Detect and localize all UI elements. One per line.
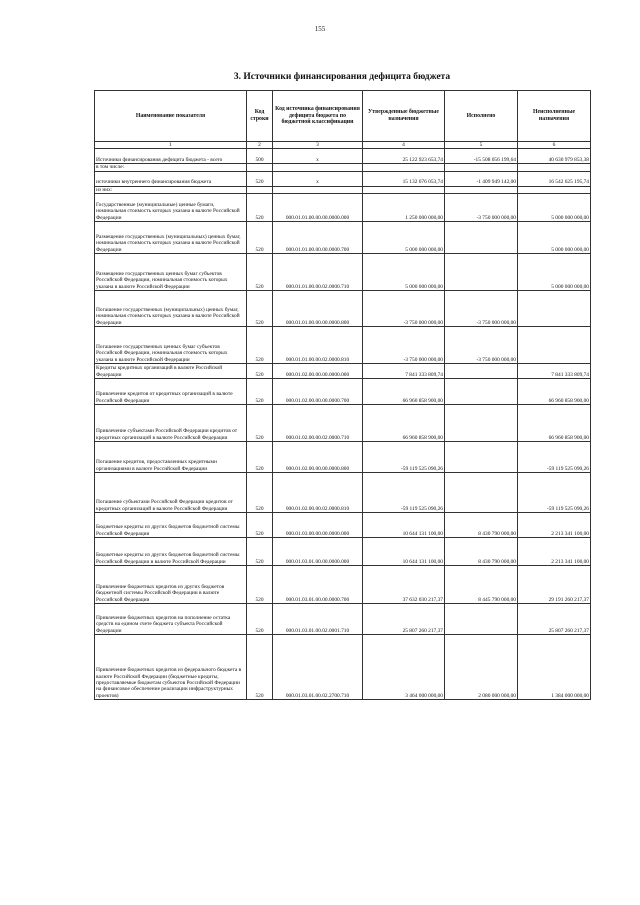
table-row (95, 538, 591, 566)
source-code-cell: 000.01.02.00.00.02.0000.710 (273, 405, 363, 442)
unexecuted-amount-cell: 5 000 000 000,00 (518, 194, 591, 222)
unexecuted-amount-cell: 2 213 341 100,00 (518, 513, 591, 538)
executed-amount-cell: -3 750 000 000,00 (445, 291, 518, 327)
unexecuted-amount-cell: -59 119 525 090,26 (518, 442, 591, 473)
line-code-cell (247, 186, 273, 193)
approved-amount-cell: 25 122 923 653,74 (363, 149, 445, 164)
table-row (95, 194, 591, 222)
table-row (95, 635, 591, 700)
approved-amount-cell: -59 119 525 090,26 (363, 442, 445, 473)
budget-deficit-sources-table (94, 90, 591, 700)
executed-amount-cell (445, 379, 518, 405)
column-number: 3 (273, 142, 363, 149)
line-code-cell: 520 (247, 379, 273, 405)
source-code-cell (273, 186, 363, 193)
indicator-name-cell: Погашение субъектами Российской Федерации кредитов от кредитных организаций в валюте Российской Федерации (95, 473, 247, 513)
line-code-cell: 520 (247, 222, 273, 254)
indicator-name-cell: Погашение кредитов, предоставленных кредитными организациями в валюте Российской Федерации (95, 442, 247, 473)
approved-amount-cell (363, 164, 445, 171)
unexecuted-amount-cell: 2 213 341 100,00 (518, 538, 591, 566)
approved-amount-cell (363, 186, 445, 193)
header-code: Код строки (247, 91, 273, 142)
line-code-cell (247, 164, 273, 171)
line-code-cell: 500 (247, 149, 273, 164)
indicator-name-cell: Погашение государственных (муниципальных) ценных бумаг, номинальная стоимость которых указана в валюте Российской Федерации (95, 291, 247, 327)
unexecuted-amount-cell: 25 807 260 217,37 (518, 604, 591, 635)
source-code-cell: 000.01.02.00.00.02.0000.810 (273, 473, 363, 513)
executed-amount-cell (445, 222, 518, 254)
source-code-cell: x (273, 171, 363, 186)
indicator-name-cell: Привлечение бюджетных кредитов на пополнение остатка средств на едином счете бюджета субъекта Российской Федерации (95, 604, 247, 635)
approved-amount-cell: 1 250 000 000,00 (363, 194, 445, 222)
executed-amount-cell: 8 430 790 000,00 (445, 538, 518, 566)
page-number: 155 (314, 25, 326, 33)
indicator-name-cell: Государственные (муниципальные) ценные бумаги, номинальная стоимость которых указана в валюте Российской Федерации (95, 194, 247, 222)
line-code-cell: 520 (247, 405, 273, 442)
source-code-cell: 000.01.03.01.00.00.0000.000 (273, 538, 363, 566)
executed-amount-cell: 8 445 790 000,00 (445, 566, 518, 604)
source-code-cell: 000.01.01.00.00.00.0000.800 (273, 291, 363, 327)
line-code-cell: 520 (247, 473, 273, 513)
unexecuted-amount-cell: 5 000 000 000,00 (518, 222, 591, 254)
line-code-cell: 520 (247, 327, 273, 364)
line-code-cell: 520 (247, 291, 273, 327)
approved-amount-cell: 37 632 030 217,37 (363, 566, 445, 604)
approved-amount-cell: 3 464 000 000,00 (363, 635, 445, 700)
unexecuted-amount-cell: 5 000 000 000,00 (518, 254, 591, 291)
approved-amount-cell: -3 750 000 000,00 (363, 327, 445, 364)
indicator-name-cell: Кредиты кредитных организаций в валюте Российской Федерации (95, 364, 247, 379)
indicator-name-cell: Привлечение кредитов от кредитных организаций в валюте Российской Федерации (95, 379, 247, 405)
executed-amount-cell: -3 750 000 000,00 (445, 327, 518, 364)
executed-amount-cell (445, 164, 518, 171)
executed-amount-cell: -1 409 949 142,00 (445, 171, 518, 186)
table-header-row (95, 91, 591, 142)
table-row (95, 379, 591, 405)
header-executed: Исполнено (445, 91, 518, 142)
executed-amount-cell: -3 750 000 000,00 (445, 194, 518, 222)
table-row (95, 442, 591, 473)
line-code-cell: 520 (247, 171, 273, 186)
executed-amount-cell (445, 442, 518, 473)
header-unexecuted: Неисполненные назначения (518, 91, 591, 142)
source-code-cell: 000.01.01.00.00.02.0000.810 (273, 327, 363, 364)
line-code-cell: 520 (247, 513, 273, 538)
source-code-cell: 000.01.03.01.00.00.0000.700 (273, 566, 363, 604)
table-row (95, 405, 591, 442)
line-code-cell: 520 (247, 566, 273, 604)
indicator-name-cell: Погашение государственных ценных бумаг субъектов Российской Федерации, номинальная стоимость которых указана в валюте Российской Федерации (95, 327, 247, 364)
approved-amount-cell: 66 960 858 900,00 (363, 379, 445, 405)
header-name: Наименование показателя (95, 91, 247, 142)
column-number: 5 (445, 142, 518, 149)
approved-amount-cell: 10 644 131 100,00 (363, 513, 445, 538)
executed-amount-cell (445, 604, 518, 635)
table-row (95, 222, 591, 254)
source-code-cell: 000.01.03.00.00.00.0000.000 (273, 513, 363, 538)
source-code-cell: 000.01.01.00.00.00.0000.000 (273, 194, 363, 222)
indicator-name-cell: Бюджетные кредиты из других бюджетов бюджетной системы Российской Федерации в валюте Российской Федерации (95, 538, 247, 566)
table-row (95, 473, 591, 513)
unexecuted-amount-cell: 7 841 333 809,74 (518, 364, 591, 379)
source-code-cell (273, 164, 363, 171)
line-code-cell: 520 (247, 538, 273, 566)
indicator-name-cell: из них: (95, 186, 247, 193)
line-code-cell: 520 (247, 254, 273, 291)
source-code-cell: 000.01.01.00.00.00.0000.700 (273, 222, 363, 254)
approved-amount-cell: 15 132 676 053,74 (363, 171, 445, 186)
approved-amount-cell: 7 841 333 809,74 (363, 364, 445, 379)
unexecuted-amount-cell: 40 630 979 853,38 (518, 149, 591, 164)
indicator-name-cell: Размещение государственных ценных бумаг субъектов Российской Федерации, номинальная стоимость которых указана в валюте Российской Федерации (95, 254, 247, 291)
source-code-cell: 000.01.02.00.00.00.0000.000 (273, 364, 363, 379)
header-approved: Утвержденные бюджетные назначения (363, 91, 445, 142)
table-row (95, 291, 591, 327)
executed-amount-cell (445, 254, 518, 291)
source-code-cell: 000.01.01.00.00.02.0000.710 (273, 254, 363, 291)
table-row (95, 254, 591, 291)
executed-amount-cell (445, 186, 518, 193)
approved-amount-cell: 25 807 260 217,37 (363, 604, 445, 635)
column-number: 1 (95, 142, 247, 149)
unexecuted-amount-cell (518, 327, 591, 364)
line-code-cell: 520 (247, 635, 273, 700)
unexecuted-amount-cell (518, 291, 591, 327)
source-code-cell: 000.01.02.00.00.00.0000.800 (273, 442, 363, 473)
table-row (95, 327, 591, 364)
line-code-cell: 520 (247, 194, 273, 222)
indicator-name-cell: Привлечение субъектами Российской Федерации кредитов от кредитных организаций в валюте Российской Федерации (95, 405, 247, 442)
column-number-row (95, 142, 591, 149)
approved-amount-cell: 66 960 858 900,00 (363, 405, 445, 442)
indicator-name-cell: Бюджетные кредиты из других бюджетов бюджетной системы Российской Федерации (95, 513, 247, 538)
source-code-cell: 000.01.03.01.00.02.0001.710 (273, 604, 363, 635)
approved-amount-cell: 5 000 000 000,00 (363, 254, 445, 291)
source-code-cell: 000.01.02.00.00.00.0000.700 (273, 379, 363, 405)
table-body (95, 149, 591, 700)
line-code-cell: 520 (247, 442, 273, 473)
table-row (95, 186, 591, 193)
table-row (95, 364, 591, 379)
executed-amount-cell (445, 405, 518, 442)
approved-amount-cell: -3 750 000 000,00 (363, 291, 445, 327)
indicator-name-cell: Источники финансирования дефицита бюджета - всего (95, 149, 247, 164)
indicator-name-cell: Привлечение бюджетных кредитов из федерального бюджета в валюте Российской Федерации (бюджетные кредиты, предоставляемые бюджетам субъектов Российской Федерации на финансовое обеспечение реализации инфраструктурных проектов) (95, 635, 247, 700)
executed-amount-cell: -15 508 056 199,64 (445, 149, 518, 164)
unexecuted-amount-cell (518, 164, 591, 171)
line-code-cell: 520 (247, 604, 273, 635)
table-row (95, 149, 591, 164)
approved-amount-cell: 10 644 131 100,00 (363, 538, 445, 566)
source-code-cell: 000.01.03.01.00.02.2700.710 (273, 635, 363, 700)
page-title: 3. Источники финансирования дефицита бюджета (233, 72, 451, 82)
approved-amount-cell: 5 000 000 000,00 (363, 222, 445, 254)
executed-amount-cell: 2 080 000 000,00 (445, 635, 518, 700)
unexecuted-amount-cell: 16 542 625 195,74 (518, 171, 591, 186)
unexecuted-amount-cell: 1 384 000 000,00 (518, 635, 591, 700)
column-number: 4 (363, 142, 445, 149)
table-row (95, 513, 591, 538)
line-code-cell: 520 (247, 364, 273, 379)
unexecuted-amount-cell: 66 960 858 900,00 (518, 379, 591, 405)
table-row (95, 566, 591, 604)
unexecuted-amount-cell: -59 119 525 090,26 (518, 473, 591, 513)
source-code-cell: x (273, 149, 363, 164)
table-row (95, 171, 591, 186)
indicator-name-cell: Привлечение бюджетных кредитов из других бюджетов бюджетной системы Российской Федерации в валюте Российской Федерации (95, 566, 247, 604)
approved-amount-cell: -59 119 525 090,26 (363, 473, 445, 513)
column-number: 2 (247, 142, 273, 149)
unexecuted-amount-cell: 66 960 858 900,00 (518, 405, 591, 442)
indicator-name-cell: в том числе: (95, 164, 247, 171)
indicator-name-cell: источники внутреннего финансирования бюджета (95, 171, 247, 186)
indicator-name-cell: Размещение государственных (муниципальных) ценных бумаг, номинальная стоимость которых указана в валюте Российской Федерации (95, 222, 247, 254)
header-source-code: Код источника финансирования дефицита бюджета по бюджетной классификации (273, 91, 363, 142)
unexecuted-amount-cell: 29 191 260 217,37 (518, 566, 591, 604)
table-row (95, 604, 591, 635)
executed-amount-cell (445, 473, 518, 513)
executed-amount-cell: 8 430 790 000,00 (445, 513, 518, 538)
unexecuted-amount-cell (518, 186, 591, 193)
executed-amount-cell (445, 364, 518, 379)
column-number: 6 (518, 142, 591, 149)
table-row (95, 164, 591, 171)
